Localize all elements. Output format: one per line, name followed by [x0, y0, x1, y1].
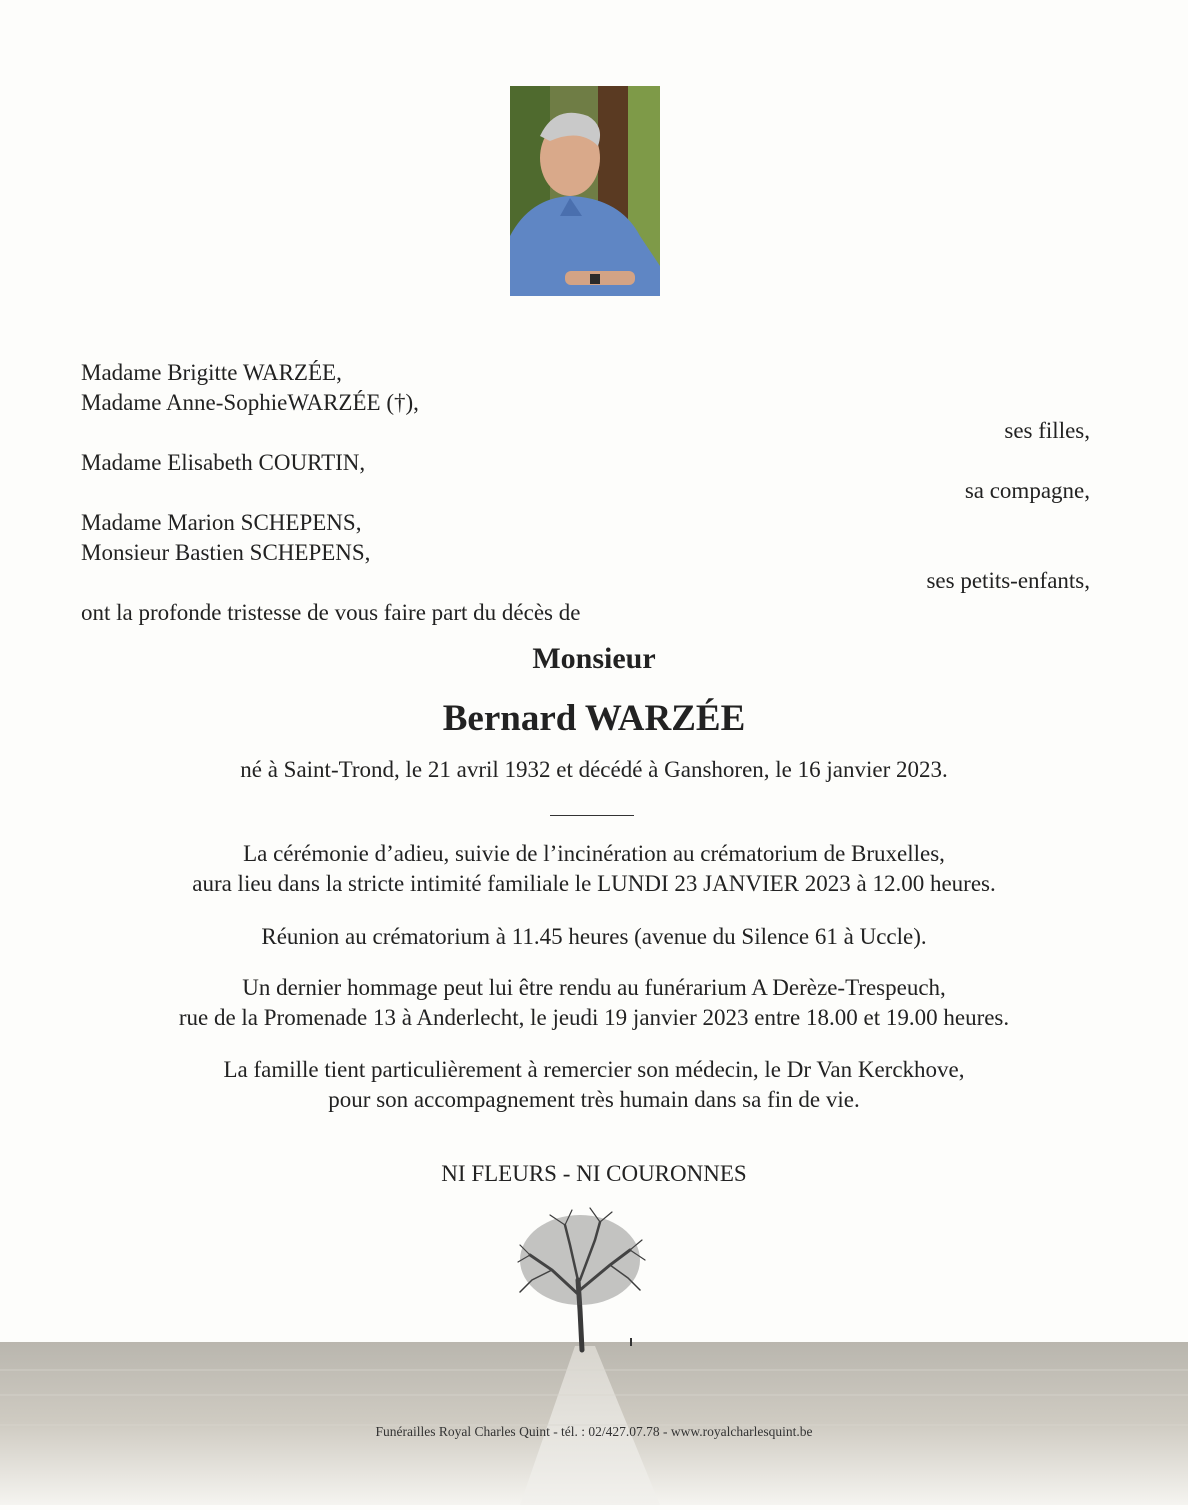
honorific: Monsieur	[532, 642, 656, 675]
family-group-grandchildren	[81, 508, 370, 568]
birth-death-dates: né à Saint-Trond, le 21 avril 1932 et décédé à Ganshoren, le 16 janvier 2023.	[240, 757, 948, 782]
relation-grandchildren: ses petits-enfants,	[926, 568, 1090, 593]
portrait-photo	[510, 86, 660, 296]
deceased-name: Bernard WARZÉE	[442, 698, 746, 739]
relation-companion: sa compagne,	[964, 478, 1090, 503]
family-name: Monsieur Bastien SCHEPENS,	[81, 540, 371, 565]
funeral-home-footer: Funérailles Royal Charles Quint - tél. : 02/427.07.78 - www.royalcharlesquint.be	[375, 1424, 813, 1439]
relation-daughters: ses filles,	[1004, 418, 1090, 443]
homage-line: Un dernier hommage peut lui être rendu au funérarium A Derèze-Trespeuch,	[242, 975, 946, 1000]
family-group-companion	[81, 448, 365, 478]
announcement-text: ont la profonde tristesse de vous faire part du décès de	[81, 600, 581, 625]
ceremony-line: aura lieu dans la stricte intimité familiale le LUNDI 23 JANVIER 2023 à 12.00 heures.	[192, 871, 996, 896]
thanks-paragraph	[0, 1055, 1188, 1115]
tree-landscape-image	[0, 1200, 1188, 1505]
ceremony-line: La cérémonie d’adieu, suivie de l’incinération au crématorium de Bruxelles,	[243, 841, 945, 866]
family-name: Madame Marion SCHEPENS,	[81, 510, 362, 535]
divider-rule	[550, 815, 634, 816]
thanks-line: pour son accompagnement très humain dans sa fin de vie.	[328, 1087, 860, 1112]
family-name: Madame Brigitte WARZÉE,	[81, 360, 342, 385]
meeting-text: Réunion au crématorium à 11.45 heures (avenue du Silence 61 à Uccle).	[261, 924, 927, 949]
no-flowers-notice: NI FLEURS - NI COURONNES	[441, 1161, 747, 1186]
family-name: Madame Anne-SophieWARZÉE (†),	[81, 390, 419, 415]
family-group-daughters	[81, 358, 419, 418]
homage-line: rue de la Promenade 13 à Anderlecht, le jeudi 19 janvier 2023 entre 18.00 et 19.00 heures.	[178, 1005, 1010, 1030]
family-name: Madame Elisabeth COURTIN,	[81, 450, 366, 475]
thanks-line: La famille tient particulièrement à remercier son médecin, le Dr Van Kerckhove,	[223, 1057, 965, 1082]
homage-paragraph	[0, 973, 1188, 1033]
ceremony-paragraph	[0, 839, 1188, 899]
